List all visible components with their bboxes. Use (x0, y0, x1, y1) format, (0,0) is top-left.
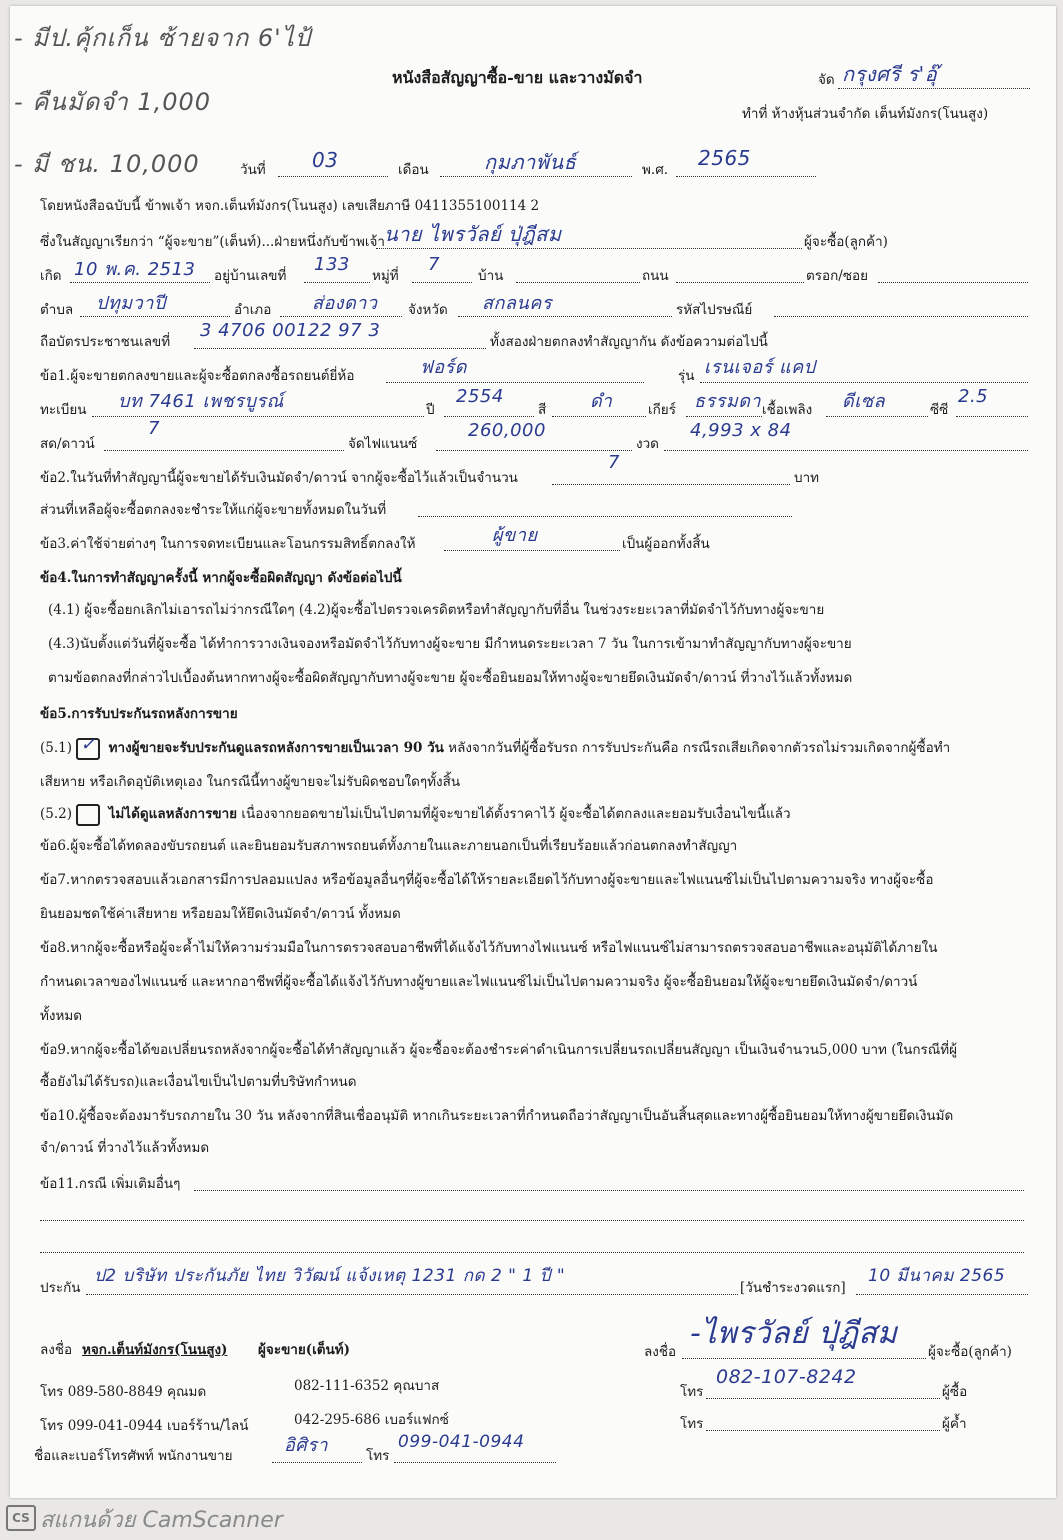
province-label: จังหวัด (408, 302, 448, 318)
car-reg: บท 7461 เพชรบูรณ์ (118, 391, 284, 412)
clause8-line3: ทั้งหมด (40, 1008, 83, 1024)
clause1-label: ข้อ1.ผู้จะขายตกลงขายและผู้จะซื้อตกลงซื้อรถยนต์ยี่ห้อ (40, 368, 355, 384)
clause3-who: ผู้ขาย (492, 525, 538, 546)
clause11-label: ข้อ11.กรณี เพิ่มเติมอื่นๆ (40, 1176, 181, 1192)
check-mark-icon: ✓ (80, 733, 96, 755)
option2-number: (5.2) (40, 806, 73, 822)
note-line-1: - มีป.คุ้กเก็น ซ้ายจาก 6'ไป้ (14, 24, 312, 52)
option2-bold: ไม่ได้ดูแลหลังการขาย (108, 806, 238, 822)
born-value: 10 พ.ค. 2513 (74, 259, 196, 280)
road-label: ถนน (642, 268, 669, 284)
clause2-line1b: บาท (794, 470, 820, 486)
clause9-line2: ซื้อยังไม่ได้รับรถ)และเงื่อนไขเป็นไปตามที่บริษัทกำหนด (40, 1074, 357, 1090)
buyer-tel: 082-107-8242 (716, 1366, 857, 1388)
guarantor-tel-label: โทร (680, 1416, 704, 1432)
clause4-line1: (4.1) ผู้จะซื้อยกเลิกไม่เอารถไม่ว่ากรณีใดๆ (4.2)ผู้จะซื้อไปตรวจเครดิตหรือทำสัญญากับที่อื่น ในช่วงระยะเวลาที่มัดจำไว้กับทางผู้จะขาย (48, 602, 825, 618)
intro-line-1: โดยหนังสือฉบับนี้ ข้าพเจ้า หจก.เต็นท์มังกร(โนนสูง) เลขเสียภาษี 0411355100114 2 (40, 198, 540, 214)
car-gear: ธรรมดา (694, 391, 761, 412)
option1-rest: หลังจากวันที่ผู้ซื้อรับรถ การรับประกันคือ กรณีรถเสียเกิดจากตัวรถไม่รวมเกิดจากผู้ซื้อทำ (448, 740, 951, 756)
first-due-value: 10 มีนาคม 2565 (868, 1266, 1006, 1286)
tel-3: โทร 099-041-0944 เบอร์ร้าน/ไลน์ (40, 1418, 249, 1434)
document-title: หนังสือสัญญาซื้อ-ขาย และวางมัดจำ (392, 68, 643, 87)
option1-checkbox[interactable] (76, 733, 100, 760)
clause5-heading: ข้อ5.การรับประกันรถหลังการขาย (40, 706, 238, 722)
buyer-tel-label: โทร (680, 1384, 704, 1400)
tambon-label: ตำบล (40, 302, 74, 318)
month-label: เดือน (398, 162, 429, 178)
clause5-option1 (40, 733, 951, 760)
postal-label: รหัสไปรษณีย์ (676, 302, 753, 318)
finance-value: 260,000 (468, 420, 546, 441)
intro-line-2a: ซึ่งในสัญญาเรียกว่า “ผู้จะขาย”(เต็นท์)...ฝ่ายหนึ่งกับข้าพเจ้า (40, 234, 385, 250)
id-number: 3 4706 00122 97 3 (200, 320, 381, 341)
option1-bold: ทางผู้ขายจะรับประกันดูแลรถหลังการขายเป็นเวลา 90 วัน (108, 740, 444, 756)
gear-label: เกียร์ (648, 402, 676, 418)
moo-label: หมู่ที่ (372, 268, 399, 284)
tambon-value: ปทุมวาปี (96, 293, 166, 314)
clause9-line1: ข้อ9.หากผู้จะซื้อได้ขอเปลี่ยนรถหลังจากผู้จะซื้อได้ทำสัญญาแล้ว ผู้จะซื้อจะต้องชำระค่าดำเนินการเปลี่ยนรถเปลี่ยนสัญญา เป็นเงินจำนวน5,000 บาท (ในกรณีที่ผู้ (40, 1042, 958, 1058)
deposit-amount: 7 (608, 452, 620, 473)
buyer-name: นาย ไพรวัลย์ ปุ่ฎีสม (384, 222, 562, 246)
intro-line-2b: ผู้จะซื้อ(ลูกค้า) (804, 234, 888, 250)
clause6: ข้อ6.ผู้จะซื้อได้ทดลองขับรถยนต์ และยินยอมรับสภาพรถยนต์ทั้งภายในและภายนอกเป็นที่เรียบร้อยแล้วก่อนตกลงทำสัญญา (40, 838, 738, 854)
buyer-role: ผู้จะซื้อ(ลูกค้า) (928, 1344, 1012, 1360)
seller-role: ผู้จะขาย(เต็นท์) (258, 1342, 351, 1358)
camscanner-text: สแกนด้วย CamScanner (40, 1508, 283, 1533)
car-model: เรนเจอร์ แคป (704, 357, 816, 378)
clause4-line2: (4.3)นับตั้งแต่วันที่ผู้จะซื้อ ได้ทำการวางเงินจองหรือมัดจำไว้กับทางผู้จะขาย มีกำหนดระยะเวลา 7 วัน ในการเข้ามาทำสัญญากับทางผู้จะขาย (48, 636, 852, 652)
car-brand: ฟอร์ด (420, 357, 467, 378)
car-fuel: ดีเซล (842, 391, 886, 412)
note-line-2: - คืนมัดจำ 1,000 (14, 88, 212, 116)
date-year: 2565 (698, 146, 751, 170)
clause10-line1: ข้อ10.ผู้ซื้อจะต้องมารับรถภายใน 30 วัน หลังจากที่สินเชื่ออนุมัติ หากเกินระยะเวลาที่กำหนดถือว่าสัญญาเป็นอันสิ้นสุดและทางผู้ซื้อยินยอมให้ทางผู้ขายยึดเงินมัด (40, 1108, 954, 1124)
clause2-line2: ส่วนที่เหลือผู้จะซื้อตกลงจะชำระให้แก่ผู้จะขายทั้งหมดในวันที่ (40, 502, 387, 518)
id-label: ถือบัตรประชาชนเลขที่ (40, 334, 171, 350)
clause4-heading: ข้อ4.ในการทำสัญญาครั้งนี้ หากผู้จะซื้อผิดสัญญา ดังข้อต่อไปนี้ (40, 570, 402, 586)
clause5-option2 (40, 802, 791, 826)
date-label: วันที่ (240, 162, 266, 178)
amphoe-label: อำเภอ (234, 302, 272, 318)
staff-tel-label: โทร (366, 1448, 390, 1464)
clause2-line1a: ข้อ2.ในวันที่ทำสัญญานี้ผู้จะขายได้รับเงินมัดจำ/ดาวน์ จากผู้จะซื้อไว้แล้วเป็นจำนวน (40, 470, 518, 486)
province-value: สกลนคร (482, 293, 552, 314)
camscanner-logo: CS (6, 1505, 36, 1531)
house-no: 133 (314, 254, 350, 275)
clause8-line1: ข้อ8.หากผู้จะซื้อหรือผู้จะค้ำไม่ให้ความร่วมมือในการตรวจสอบอาชีพที่ได้แจ้งไว้กับทางไฟแนนซ์ หรือไฟแนนซ์ไม่สามารถตรวจสอบอาชีพและอนุมัติได้ภายใน (40, 940, 938, 956)
note-line-3: - มี ชน. 10,000 (14, 150, 200, 178)
house-label: อยู่บ้านเลขที่ (214, 268, 287, 284)
option2-rest: เนื่องจากยอดขายไม่เป็นไปตามที่ผู้จะขายได้ตั้งราคาไว้ ผู้จะซื้อได้ตกลงและยอมรับเงื่อนไขนี้แล้ว (241, 806, 791, 822)
written-value: กรุงศรี ร'อุ๊ (842, 62, 938, 86)
clause3-b: เป็นผู้ออกทั้งสิ้น (622, 536, 710, 552)
born-label: เกิด (40, 268, 62, 284)
seller-name: หจก.เต็นท์มังกร(โนนสูง) (82, 1342, 228, 1358)
staff-tel: 099-041-0944 (398, 1432, 525, 1452)
option1-number: (5.1) (40, 740, 73, 756)
moo-value: 7 (428, 254, 440, 275)
year-label: ปี (426, 402, 435, 418)
staff-label: ชื่อและเบอร์โทรศัพท์ พนักงานขาย (34, 1448, 233, 1464)
year-label: พ.ศ. (642, 162, 669, 178)
buyer-signature: -ไพรวัลย์ ปุ่ฎีสม (690, 1316, 898, 1351)
finance-label: จัดไฟแนนซ์ (348, 436, 418, 452)
clause10-line2: จำ/ดาวน์ ที่วางไว้แล้วทั้งหมด (40, 1140, 210, 1156)
written-label: จัด (818, 72, 835, 88)
car-color: ดำ (590, 391, 613, 412)
insurance-label: ประกัน (40, 1280, 81, 1296)
village-label: บ้าน (478, 268, 504, 284)
fuel-label: เชื้อเพลิง (762, 402, 813, 418)
clause3-a: ข้อ3.ค่าใช้จ่ายต่างๆ ในการจดทะเบียนและโอนกรรมสิทธิ์ตกลงให้ (40, 536, 416, 552)
down-label: สด/ดาวน์ (40, 436, 95, 452)
staff-name: อิศิรา (284, 1435, 329, 1456)
date-day: 03 (312, 148, 339, 172)
soi-label: ตรอก/ซอย (806, 268, 869, 284)
date-month: กุมภาพันธ์ (484, 150, 577, 174)
clause4-line3: ตามข้อตกลงที่กล่าวไปเบื้องต้นหากทางผู้จะซื้อผิดสัญญากับทางผู้จะขาย ผู้จะซื้อยินยอมให้ทางผู้จะขายยึดเงินมัดจำ/ดาวน์ ที่วางไว้แล้วทั้งหมด (48, 670, 853, 686)
reg-label: ทะเบียน (40, 402, 87, 418)
clause7-line2: ยินยอมชดใช้ค่าเสียหาย หรือยอมให้ยึดเงินมัดจำ/ดาวน์ ทั้งหมด (40, 906, 401, 922)
first-due-label: [วันชำระงวดแรก] (740, 1280, 846, 1296)
cc-label: ซีซี (930, 402, 949, 418)
install-value: 4,993 x 84 (690, 420, 792, 441)
id-tail: ทั้งสองฝ่ายตกลงทำสัญญากัน ดังข้อความต่อไปนี้ (490, 334, 768, 350)
buyer-sign-label: ลงชื่อ (644, 1344, 677, 1360)
tel-4: 042-295-686 เบอร์แฟกซ์ (294, 1412, 449, 1428)
color-label: สี (538, 402, 547, 418)
amphoe-value: ส่องดาว (312, 293, 378, 314)
model-label: รุ่น (678, 368, 695, 384)
down-value: 7 (148, 418, 160, 439)
car-cc: 2.5 (958, 386, 989, 407)
guarantor-tel-role: ผู้ค้ำ (942, 1416, 967, 1432)
place-text: ทำที่ ห้างหุ้นส่วนจำกัด เต็นท์มังกร(โนนสูง) (742, 106, 989, 122)
tel-1: โทร 089-580-8849 คุณมด (40, 1384, 207, 1400)
clause5-option1-line2: เสียหาย หรือเกิดอุบัติเหตุเอง ในกรณีนี้ทางผู้ขายจะไม่รับผิดชอบใดๆทั้งสิ้น (40, 774, 461, 790)
option2-checkbox[interactable] (76, 804, 100, 826)
seller-sign-label: ลงชื่อ (40, 1342, 73, 1358)
tel-2: 082-111-6352 คุณบาส (294, 1378, 440, 1394)
insurance-value: ป2 บริษัท ประกันภัย ไทย วิวัฒน์ แจ้งเหตุ 1231 กด 2 " 1 ปี " (94, 1266, 566, 1286)
car-year: 2554 (456, 386, 504, 407)
clause7-line1: ข้อ7.หากตรวจสอบแล้วเอกสารมีการปลอมแปลง หรือข้อมูลอื่นๆที่ผู้จะซื้อได้ให้รายละเอียดไว้กับทางผู้จะขายและไฟแนนซ์ไม่เป็นไปตามความจริง ทางผู้จะซื้อ (40, 872, 934, 888)
buyer-tel-role: ผู้ซื้อ (942, 1384, 968, 1400)
clause8-line2: กำหนดเวลาของไฟแนนซ์ และหากอาชีพที่ผู้จะซื้อได้แจ้งไว้กับทางผู้ขายและไฟแนนซ์ไม่เป็นไปตามความจริง ผู้จะซื้อยินยอมให้ผู้จะขายยึดเงินมัดจำ/ดาวน์ (40, 974, 918, 990)
install-label: งวด (636, 436, 659, 452)
